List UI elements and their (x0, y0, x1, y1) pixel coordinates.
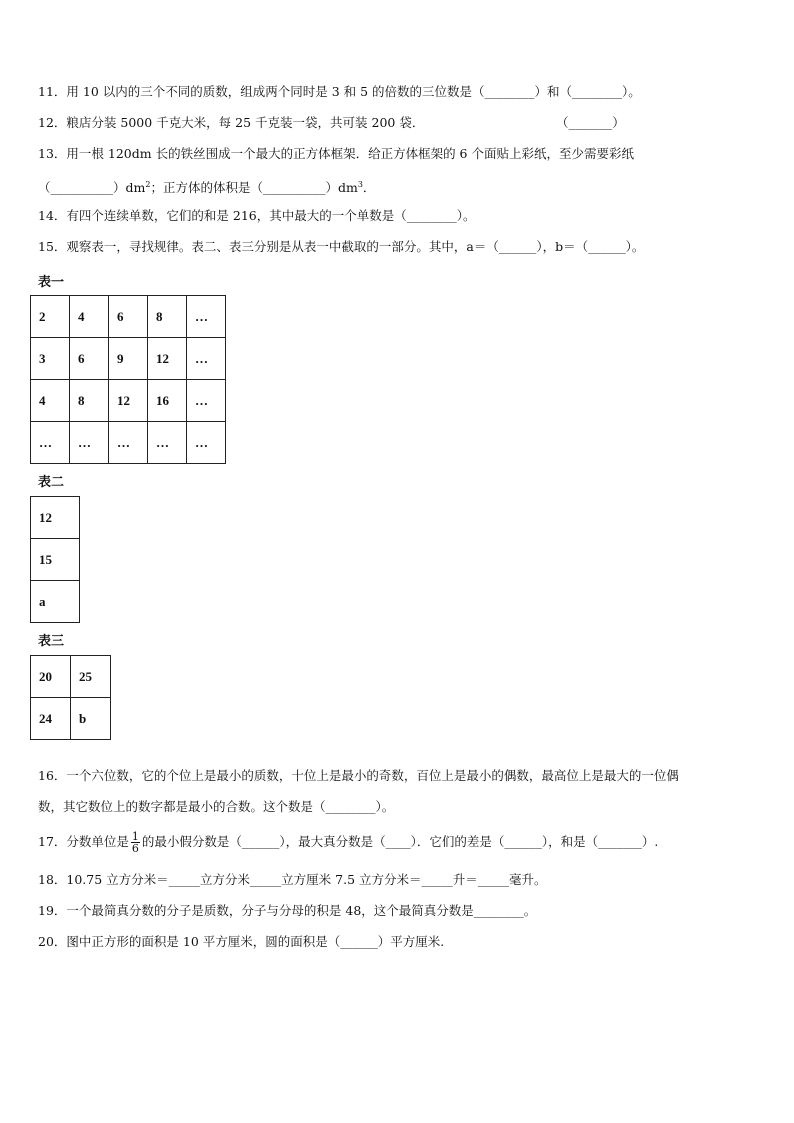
table2-cell: a (31, 581, 80, 623)
table1-cell: 6 (70, 338, 109, 380)
question-14: 14．有四个连续单数，它们的和是 216，其中最大的一个单数是（________）。 (38, 208, 476, 223)
fraction-one-sixth (131, 831, 140, 854)
table3-label: 表三 (38, 634, 65, 649)
table1-cell: … (187, 296, 226, 338)
q13-part-c: ． (362, 180, 376, 196)
table2-row (31, 539, 80, 581)
q13-sup-area: 2 (145, 180, 151, 189)
question-13-line2 (38, 177, 375, 196)
table1-cell: 6 (109, 296, 148, 338)
table1-cell: … (148, 422, 187, 464)
table1-cell: 3 (31, 338, 70, 380)
q13-part-a: （__________）dm (38, 180, 146, 196)
question-15: 15．观察表一，寻找规律。表二、表三分别是从表一中截取的一部分。其中，a＝（______），b＝（______）。 (38, 239, 645, 254)
question-19: 19．一个最简真分数的分子是质数，分子与分母的积是 48，这个最简真分数是________。 (38, 903, 537, 918)
table1-cell: 9 (109, 338, 148, 380)
table1 (30, 295, 226, 464)
question-17 (38, 826, 658, 858)
question-18: 18．10.75 立方分米＝_____立方分米_____立方厘米 7.5 立方分米＝_____升＝_____毫升。 (38, 872, 547, 887)
table1-cell: 2 (31, 296, 70, 338)
table3 (30, 655, 111, 740)
question-16-line1: 16．一个六位数，它的个位上是最小的质数，十位上是最小的奇数，百位上是最小的偶数，最高位上是最大的一位偶 (38, 768, 679, 783)
table1-cell: 4 (31, 380, 70, 422)
table2-cell: 12 (31, 497, 80, 539)
table1-cell: … (70, 422, 109, 464)
table3-cell: 24 (31, 698, 71, 740)
table1-cell: 4 (70, 296, 109, 338)
table1-cell: 8 (70, 380, 109, 422)
table1-cell: 12 (109, 380, 148, 422)
q13-part-b: ；正方体的体积是（__________）dm (150, 180, 358, 196)
table1-label: 表一 (38, 275, 65, 290)
table3-row (31, 656, 111, 698)
q17-part-a: 17．分数单位是 (38, 834, 129, 849)
question-12: 12．粮店分装 5000 千克大米，每 25 千克装一袋，共可装 200 袋． (38, 115, 425, 130)
table1-row (31, 296, 226, 338)
table1-cell: … (187, 380, 226, 422)
q17-part-b: 的最小假分数是（______），最大真分数是（____）．它们的差是（______），和是（_______）. (141, 834, 659, 849)
table1-cell: … (31, 422, 70, 464)
fraction-numerator: 1 (131, 830, 139, 843)
question-20: 20．图中正方形的面积是 10 平方厘米，圆的面积是（______）平方厘米. (38, 934, 445, 949)
table1-cell: 8 (148, 296, 187, 338)
table3-cell: 20 (31, 656, 71, 698)
table2-label: 表二 (38, 475, 65, 490)
question-12-blank: （_______） (556, 115, 625, 130)
question-11: 11．用 10 以内的三个不同的质数，组成两个同时是 3 和 5 的倍数的三位数是（________）和（________）。 (38, 84, 641, 99)
table2-row (31, 581, 80, 623)
table1-row (31, 422, 226, 464)
table2 (30, 496, 80, 623)
table2-row (31, 497, 80, 539)
table1-cell: … (109, 422, 148, 464)
table1-row (31, 338, 226, 380)
table3-row (31, 698, 111, 740)
fraction-denominator: 6 (131, 842, 139, 855)
table1-cell: … (187, 338, 226, 380)
question-13-line1: 13．用一根 120dm 长的铁丝围成一个最大的正方体框架．给正方体框架的 6 个面贴上彩纸，至少需要彩纸 (38, 146, 634, 161)
table1-cell: 16 (148, 380, 187, 422)
table1-row (31, 380, 226, 422)
q13-sup-volume: 3 (357, 180, 363, 189)
question-16-line2: 数，其它数位上的数字都是最小的合数。这个数是（________）。 (38, 799, 395, 814)
table1-cell: … (187, 422, 226, 464)
table2-cell: 15 (31, 539, 80, 581)
table1-cell: 12 (148, 338, 187, 380)
table3-cell: 25 (71, 656, 111, 698)
table3-cell: b (71, 698, 111, 740)
